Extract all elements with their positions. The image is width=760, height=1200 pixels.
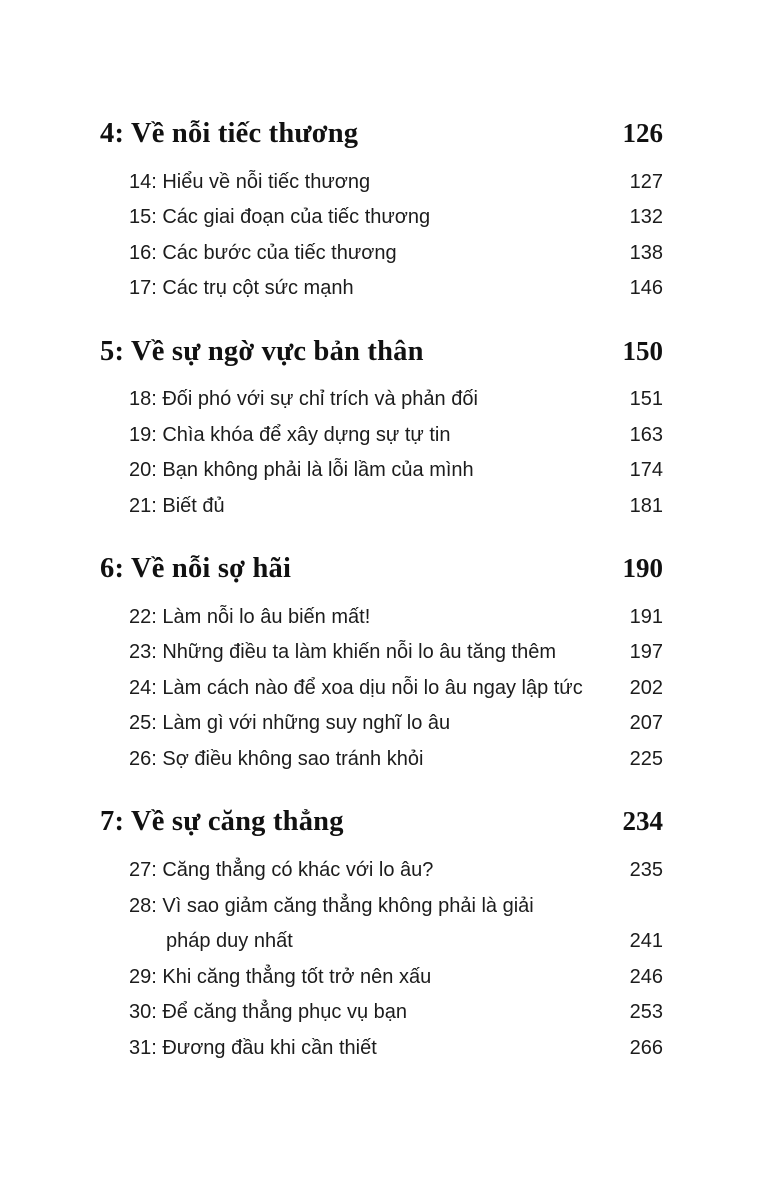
chapter-entries	[100, 600, 663, 778]
toc-entry-page-number: 225	[629, 747, 663, 770]
toc-entry-label: 28: Vì sao giảm căng thẳng không phải là giải pháp duy nhất	[129, 894, 534, 952]
toc-entry-label: 30: Để căng thẳng phục vụ bạn	[129, 1001, 407, 1023]
toc-entry	[129, 853, 663, 889]
chapter-entries	[100, 853, 663, 1066]
toc-entry-label: 24: Làm cách nào để xoa dịu nỗi lo âu ngay lập tức	[129, 676, 583, 699]
toc-entry-label: 20: Bạn không phải là lỗi lầm của mình	[129, 459, 474, 482]
toc-entry	[129, 671, 663, 707]
toc-entry-label: 22: Làm nỗi lo âu biến mất!	[129, 605, 371, 628]
toc-entry-page-number: 127	[629, 170, 663, 193]
toc-entry-label: 16: Các bước của tiếc thương	[129, 241, 397, 264]
toc-entry-label: 29: Khi căng thẳng tốt trở nên xấu	[129, 965, 432, 988]
chapter-heading-row	[100, 551, 663, 587]
toc-entry-label: 23: Những điều ta làm khiến nỗi lo âu tăng thêm	[129, 641, 556, 664]
toc-section	[100, 116, 663, 307]
toc-entry	[129, 1031, 663, 1067]
toc-entry-label: 26: Sợ điều không sao tránh khỏi	[129, 747, 424, 770]
toc-entry	[129, 889, 663, 960]
chapter-title: 7: Về sự căng thẳng	[100, 806, 344, 838]
chapter-heading-row	[100, 804, 663, 840]
chapter-page-number: 190	[622, 553, 663, 584]
toc-entry-label: 17: Các trụ cột sức mạnh	[129, 277, 354, 300]
toc-entry	[129, 995, 663, 1031]
chapter-heading-row	[100, 334, 663, 370]
toc-entry-page-number: 191	[629, 605, 663, 628]
chapter-page-number: 150	[622, 335, 663, 366]
toc-entry	[129, 960, 663, 996]
toc-entry-page-number: 246	[629, 965, 663, 988]
toc-entry-page-number: 174	[629, 459, 663, 482]
toc-entry-page-number: 181	[629, 494, 663, 517]
toc-entry	[129, 453, 663, 489]
toc-entry-label: 27: Căng thẳng có khác với lo âu?	[129, 859, 434, 881]
chapter-page-number: 234	[622, 806, 663, 837]
toc-entry-page-number: 266	[629, 1036, 663, 1059]
chapter-heading-row	[100, 116, 663, 152]
toc-entry	[129, 706, 663, 742]
toc-entry-page-number: 197	[629, 641, 663, 664]
toc-entry	[129, 418, 663, 454]
toc-entry-page-number: 163	[629, 423, 663, 446]
toc-entry-label: 25: Làm gì với những suy nghĩ lo âu	[129, 712, 451, 735]
toc-section	[100, 804, 663, 1066]
toc-section	[100, 551, 663, 777]
toc-entry-label: 21: Biết đủ	[129, 494, 225, 517]
toc-section	[100, 334, 663, 525]
toc-entry-page-number: 241	[629, 930, 663, 952]
toc-entry	[129, 635, 663, 671]
chapter-title: 4: Về nỗi tiếc thương	[100, 118, 359, 149]
toc-entry	[129, 271, 663, 307]
toc-entry	[129, 165, 663, 201]
toc-entry-page-number: 138	[629, 241, 663, 264]
toc-entry-page-number: 151	[629, 388, 663, 411]
toc-entry-label: 18: Đối phó với sự chỉ trích và phản đối	[129, 388, 478, 411]
toc-entry-label: 19: Chìa khóa để xây dựng sự tự tin	[129, 423, 451, 446]
toc-entry-page-number: 132	[629, 206, 663, 229]
toc-entry-page-number: 253	[629, 1001, 663, 1023]
chapter-entries	[100, 165, 663, 307]
chapter-page-number: 126	[622, 118, 663, 148]
toc-entry-label: 14: Hiểu về nỗi tiếc thương	[129, 170, 371, 193]
chapter-title: 6: Về nỗi sợ hãi	[100, 553, 292, 585]
toc-entry-label: 15: Các giai đoạn của tiếc thương	[129, 206, 431, 229]
toc-entry	[129, 236, 663, 272]
toc-entry-page-number: 202	[629, 676, 663, 699]
chapter-title: 5: Về sự ngờ vực bản thân	[100, 335, 424, 367]
toc-entry	[129, 742, 663, 778]
toc-entry-page-number: 235	[629, 859, 663, 881]
table-of-contents	[100, 116, 663, 1066]
toc-entry	[129, 489, 663, 525]
chapter-entries	[100, 382, 663, 524]
toc-entry	[129, 600, 663, 636]
toc-entry	[129, 382, 663, 418]
toc-entry-page-number: 146	[629, 277, 663, 300]
toc-entry	[129, 200, 663, 236]
toc-entry-label: 31: Đương đầu khi cần thiết	[129, 1036, 377, 1059]
toc-entry-page-number: 207	[629, 712, 663, 735]
